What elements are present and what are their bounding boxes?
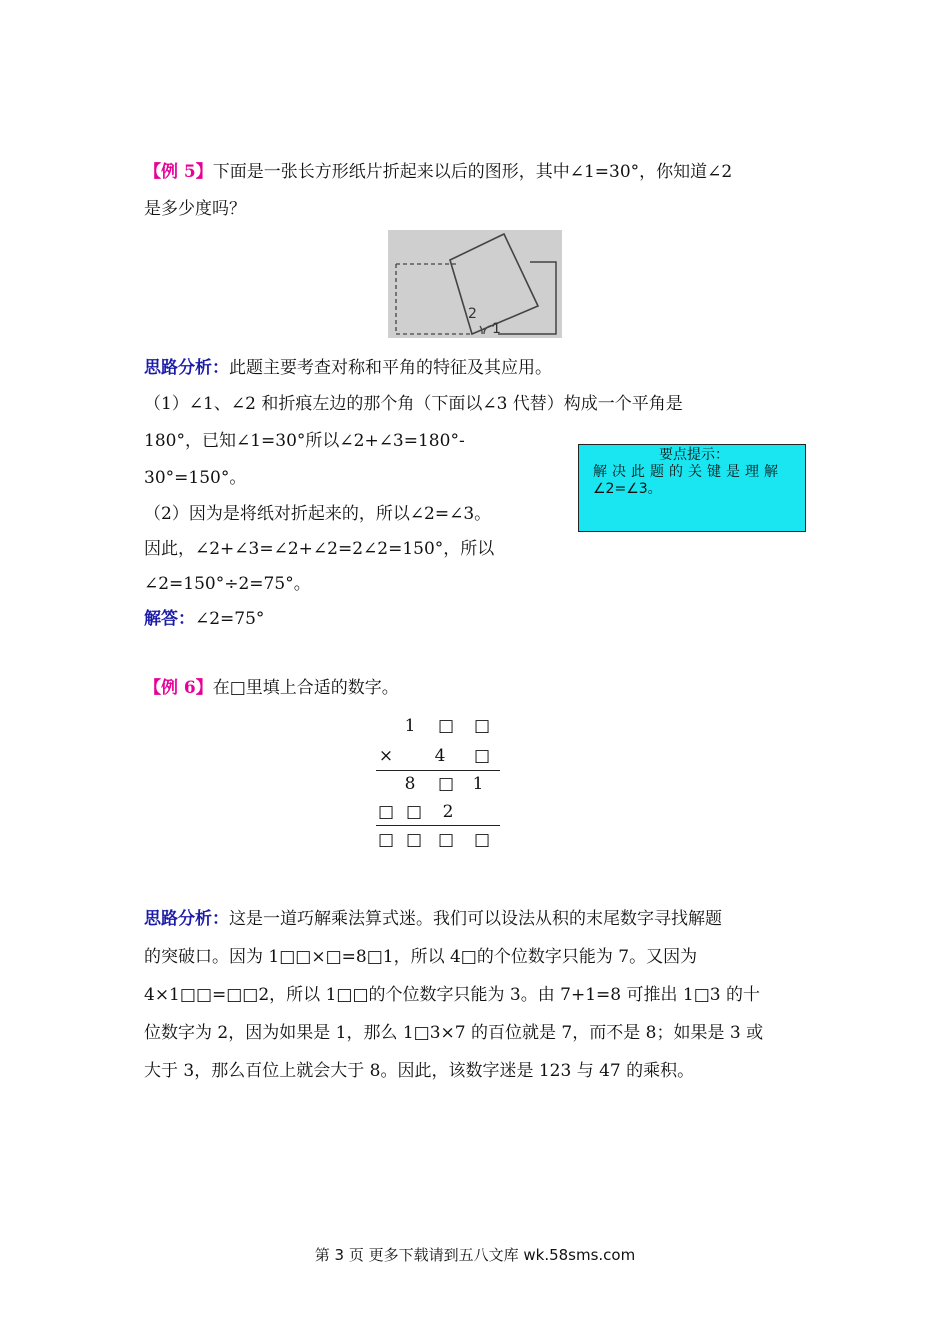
puzzle-cell: □ [405, 802, 423, 822]
puzzle-cell: 1 [472, 774, 484, 794]
ex5-answer-line [144, 607, 264, 631]
puzzle-cell: □ [405, 830, 423, 850]
ex6-analysis-line: 大于 3，那么百位上就会大于 8。因此，该数字迷是 123 与 47 的乘积。 [144, 1061, 695, 1081]
ex5-label: 【例 5】 [144, 162, 213, 182]
ex6-analysis-line: 的突破口。因为 1□□×□=8□1，所以 4□的个位数字只能为 7。又因为 [144, 947, 698, 967]
ex5-step1-line1: （1）∠1、∠2 和折痕左边的那个角（下面以∠3 代替）构成一个平角是 [144, 394, 683, 414]
puzzle-cell: 8 [404, 774, 416, 794]
puzzle-cell: □ [473, 716, 491, 736]
ex6-analysis-line [144, 900, 809, 938]
page-footer: 第 3 页 更多下载请到五八文库 wk.58sms.com [314, 1246, 636, 1264]
ex6-question-text: 在□里填上合适的数字。 [212, 678, 399, 698]
ex5-step2-line1: （2）因为是将纸对折起来的，所以∠2=∠3。 [144, 504, 492, 524]
ex5-analysis-line [144, 356, 552, 380]
ex6-analysis-line: 位数字为 2，因为如果是 1，那么 1□3×7 的百位就是 7，而不是 8；如果是 3 或 [144, 1023, 764, 1043]
ex5-question-line2: 是多少度吗？ [144, 199, 246, 219]
ex5-answer-label: 解答： [144, 609, 195, 629]
puzzle-rule [376, 770, 500, 771]
ex6-question-line [144, 676, 399, 700]
ex5-analysis-intro: 此题主要考查对称和平角的特征及其应用。 [229, 358, 552, 378]
ex5-step2-line2: 因此，∠2+∠3=∠2+∠2=2∠2=150°，所以 [144, 539, 495, 559]
ex5-answer-text: ∠2=75° [195, 609, 265, 629]
puzzle-cell: □ [473, 830, 491, 850]
puzzle-cell: 4 [434, 746, 446, 766]
ex5-analysis-label: 思路分析： [144, 358, 229, 378]
tip-line2: ∠2=∠3。 [593, 481, 662, 497]
ex5-step1-line2: 180°，已知∠1=30°所以∠2+∠3=180°- [144, 431, 465, 451]
tip-box [578, 444, 806, 532]
ex5-step1-line3: 30°=150°。 [144, 468, 247, 488]
puzzle-cell: □ [473, 746, 491, 766]
puzzle-cell: □ [437, 716, 455, 736]
puzzle-cell: 1 [404, 716, 416, 736]
puzzle-cell: □ [377, 802, 395, 822]
ex6-analysis-label: 思路分析： [144, 909, 229, 929]
ex5-step2-line3: ∠2=150°÷2=75°。 [144, 574, 311, 594]
puzzle-cell: □ [437, 830, 455, 850]
puzzle-rule [376, 825, 500, 826]
tip-line1: 解决此题的关键是理解 [593, 464, 783, 480]
folded-paper-figure [388, 230, 562, 338]
ex6-analysis-paragraph [144, 900, 809, 1090]
puzzle-cell: 2 [442, 802, 454, 822]
ex6-analysis-text: 这是一道巧解乘法算式迷。我们可以设法从积的末尾数字寻找解题 [229, 909, 722, 929]
figure-label-1: 1 [492, 321, 501, 337]
puzzle-cell: × [378, 746, 394, 766]
folded-paper-drawing [388, 230, 562, 338]
figure-label-2: 2 [468, 306, 477, 322]
ex5-question-text1: 下面是一张长方形纸片折起来以后的图形，其中∠1=30°，你知道∠2 [212, 162, 733, 182]
ex6-analysis-line: 4×1□□=□□2，所以 1□□的个位数字只能为 3。由 7+1=8 可推出 1□3 的十 [144, 985, 760, 1005]
puzzle-cell: □ [377, 830, 395, 850]
ex6-label: 【例 6】 [144, 678, 213, 698]
tip-title: 要点提示： [659, 447, 729, 463]
ex5-question-line1 [144, 160, 732, 184]
puzzle-cell: □ [437, 774, 455, 794]
